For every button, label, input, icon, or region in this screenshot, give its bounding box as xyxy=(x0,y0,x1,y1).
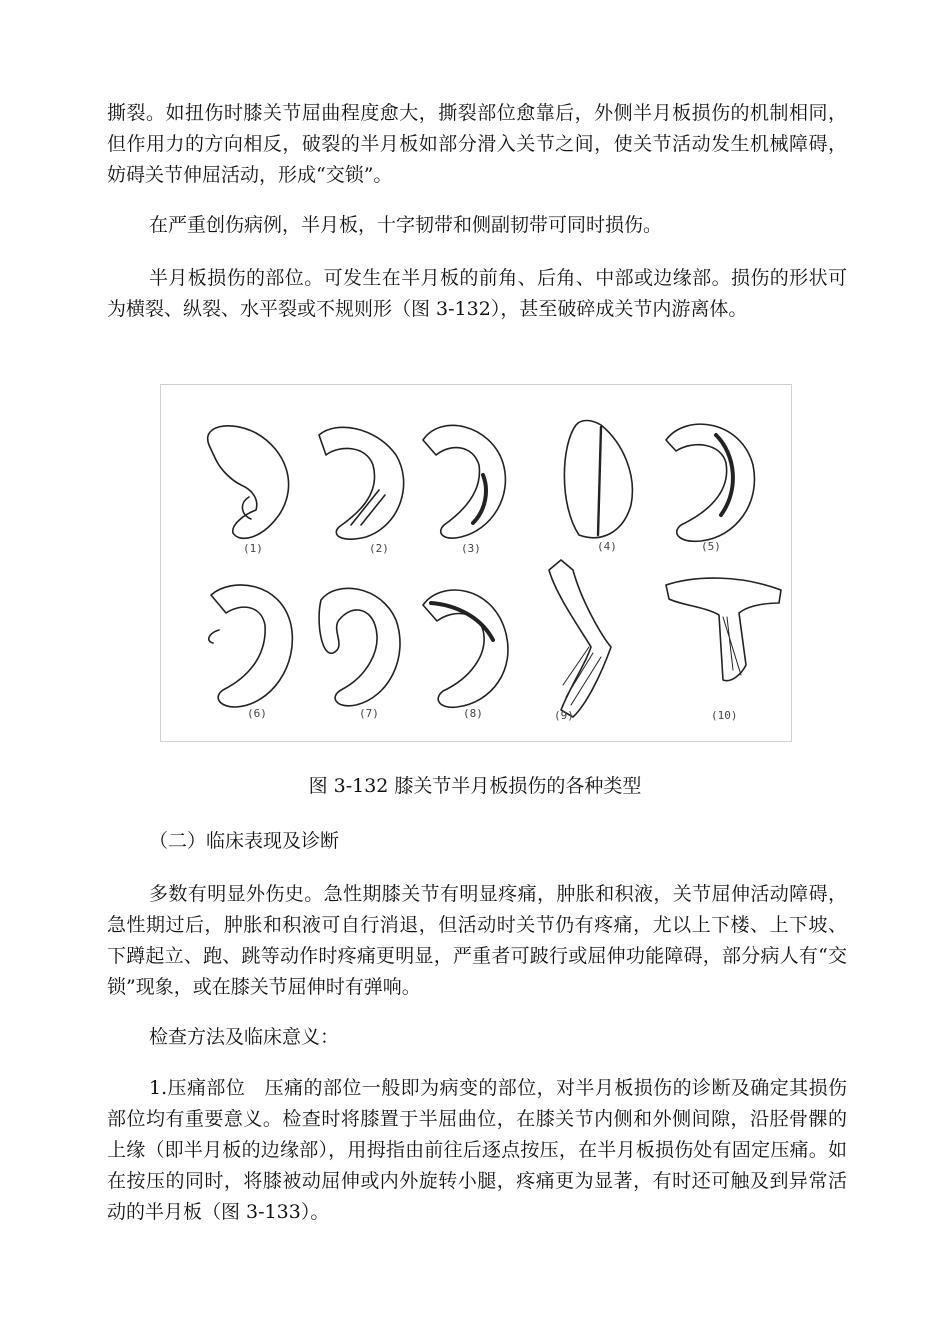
figure-caption: 图 3-132 膝关节半月板损伤的各种类型 xyxy=(308,775,642,797)
tear-mark-5 xyxy=(716,435,733,515)
paragraph-exam-methods: 检查方法及临床意义： xyxy=(149,1026,340,1048)
tear-mark-10 xyxy=(723,617,741,675)
figure-label-4: (4) xyxy=(597,540,617,553)
paragraph-clinical-presentation: 多数有明显外伤史。急性期膝关节有明显疼痛，肿胀和积液，关节屈伸活动障碍，急性期过后，肿胀和积液可自行消退，但活动时关节仍有疼痛，尤以上下楼、上下坡、下蹲起立、跑、跳等动作时疼痛更明显，严重者可跛行或屈伸功能障碍，部分病人有“交锁”现象，或在膝关节屈伸时有弹响。 xyxy=(107,883,847,998)
meniscus-drawings xyxy=(161,385,791,741)
meniscus-drawing-7 xyxy=(319,588,400,705)
figure-label-5: (5) xyxy=(701,540,721,553)
tear-mark-4 xyxy=(598,427,601,535)
figure-label-3: (3) xyxy=(461,542,481,555)
figure-label-9: (9) xyxy=(554,709,574,722)
figure-label-2: (2) xyxy=(369,542,389,555)
paragraph-injury-location: 半月板损伤的部位。可发生在半月板的前角、后角、中部或边缘部。损伤的形状可为横裂、纵裂、水平裂或不规则形（图 3-132），甚至破碎成关节内游离体。 xyxy=(107,267,847,320)
figure-label-7: (7) xyxy=(359,707,379,720)
meniscus-injury-figure xyxy=(160,384,792,742)
tear-mark-9 xyxy=(563,647,601,705)
meniscus-drawing-6 xyxy=(209,585,293,707)
figure-label-1: (1) xyxy=(243,542,263,555)
paragraph-tenderness-site: 1.压痛部位 压痛的部位一般即为病变的部位，对半月板损伤的诊断及确定其损伤部位均有重要意义。检查时将膝置于半屈曲位，在膝关节内侧和外侧间隙，沿胫骨髁的上缘（即半月板的边缘部），用拇指由前往后逐点按压，在半月板损伤处有固定压痛。如在按压的同时，将膝被动屈伸或内外旋转小腿，疼痛更为显著，有时还可触及到异常活动的半月板（图 3-133）。 xyxy=(107,1077,847,1223)
paragraph-tear-mechanism: 撕裂。如扭伤时膝关节屈曲程度愈大，撕裂部位愈靠后，外侧半月板损伤的机制相同，但作用力的方向相反，破裂的半月板如部分滑入关节之间，使关节活动发生机械障碍，妨碍关节伸屈活动，形成“交锁”。 xyxy=(107,102,847,186)
meniscus-drawing-10 xyxy=(666,578,781,681)
meniscus-drawing-2 xyxy=(319,427,404,539)
tear-mark-3 xyxy=(473,475,486,523)
meniscus-drawing-9 xyxy=(549,560,611,717)
meniscus-drawing-1 xyxy=(208,426,289,539)
meniscus-drawing-3 xyxy=(423,425,505,538)
paragraph-severe-trauma: 在严重创伤病例，半月板，十字韧带和侧副韧带可同时损伤。 xyxy=(149,214,663,236)
figure-label-8: (8) xyxy=(463,707,483,720)
figure-label-10: (10) xyxy=(711,709,738,722)
section-heading: （二）临床表现及诊断 xyxy=(149,830,340,852)
meniscus-drawing-5 xyxy=(666,424,754,541)
figure-label-6: (6) xyxy=(247,707,267,720)
meniscus-drawing-8 xyxy=(423,590,508,707)
